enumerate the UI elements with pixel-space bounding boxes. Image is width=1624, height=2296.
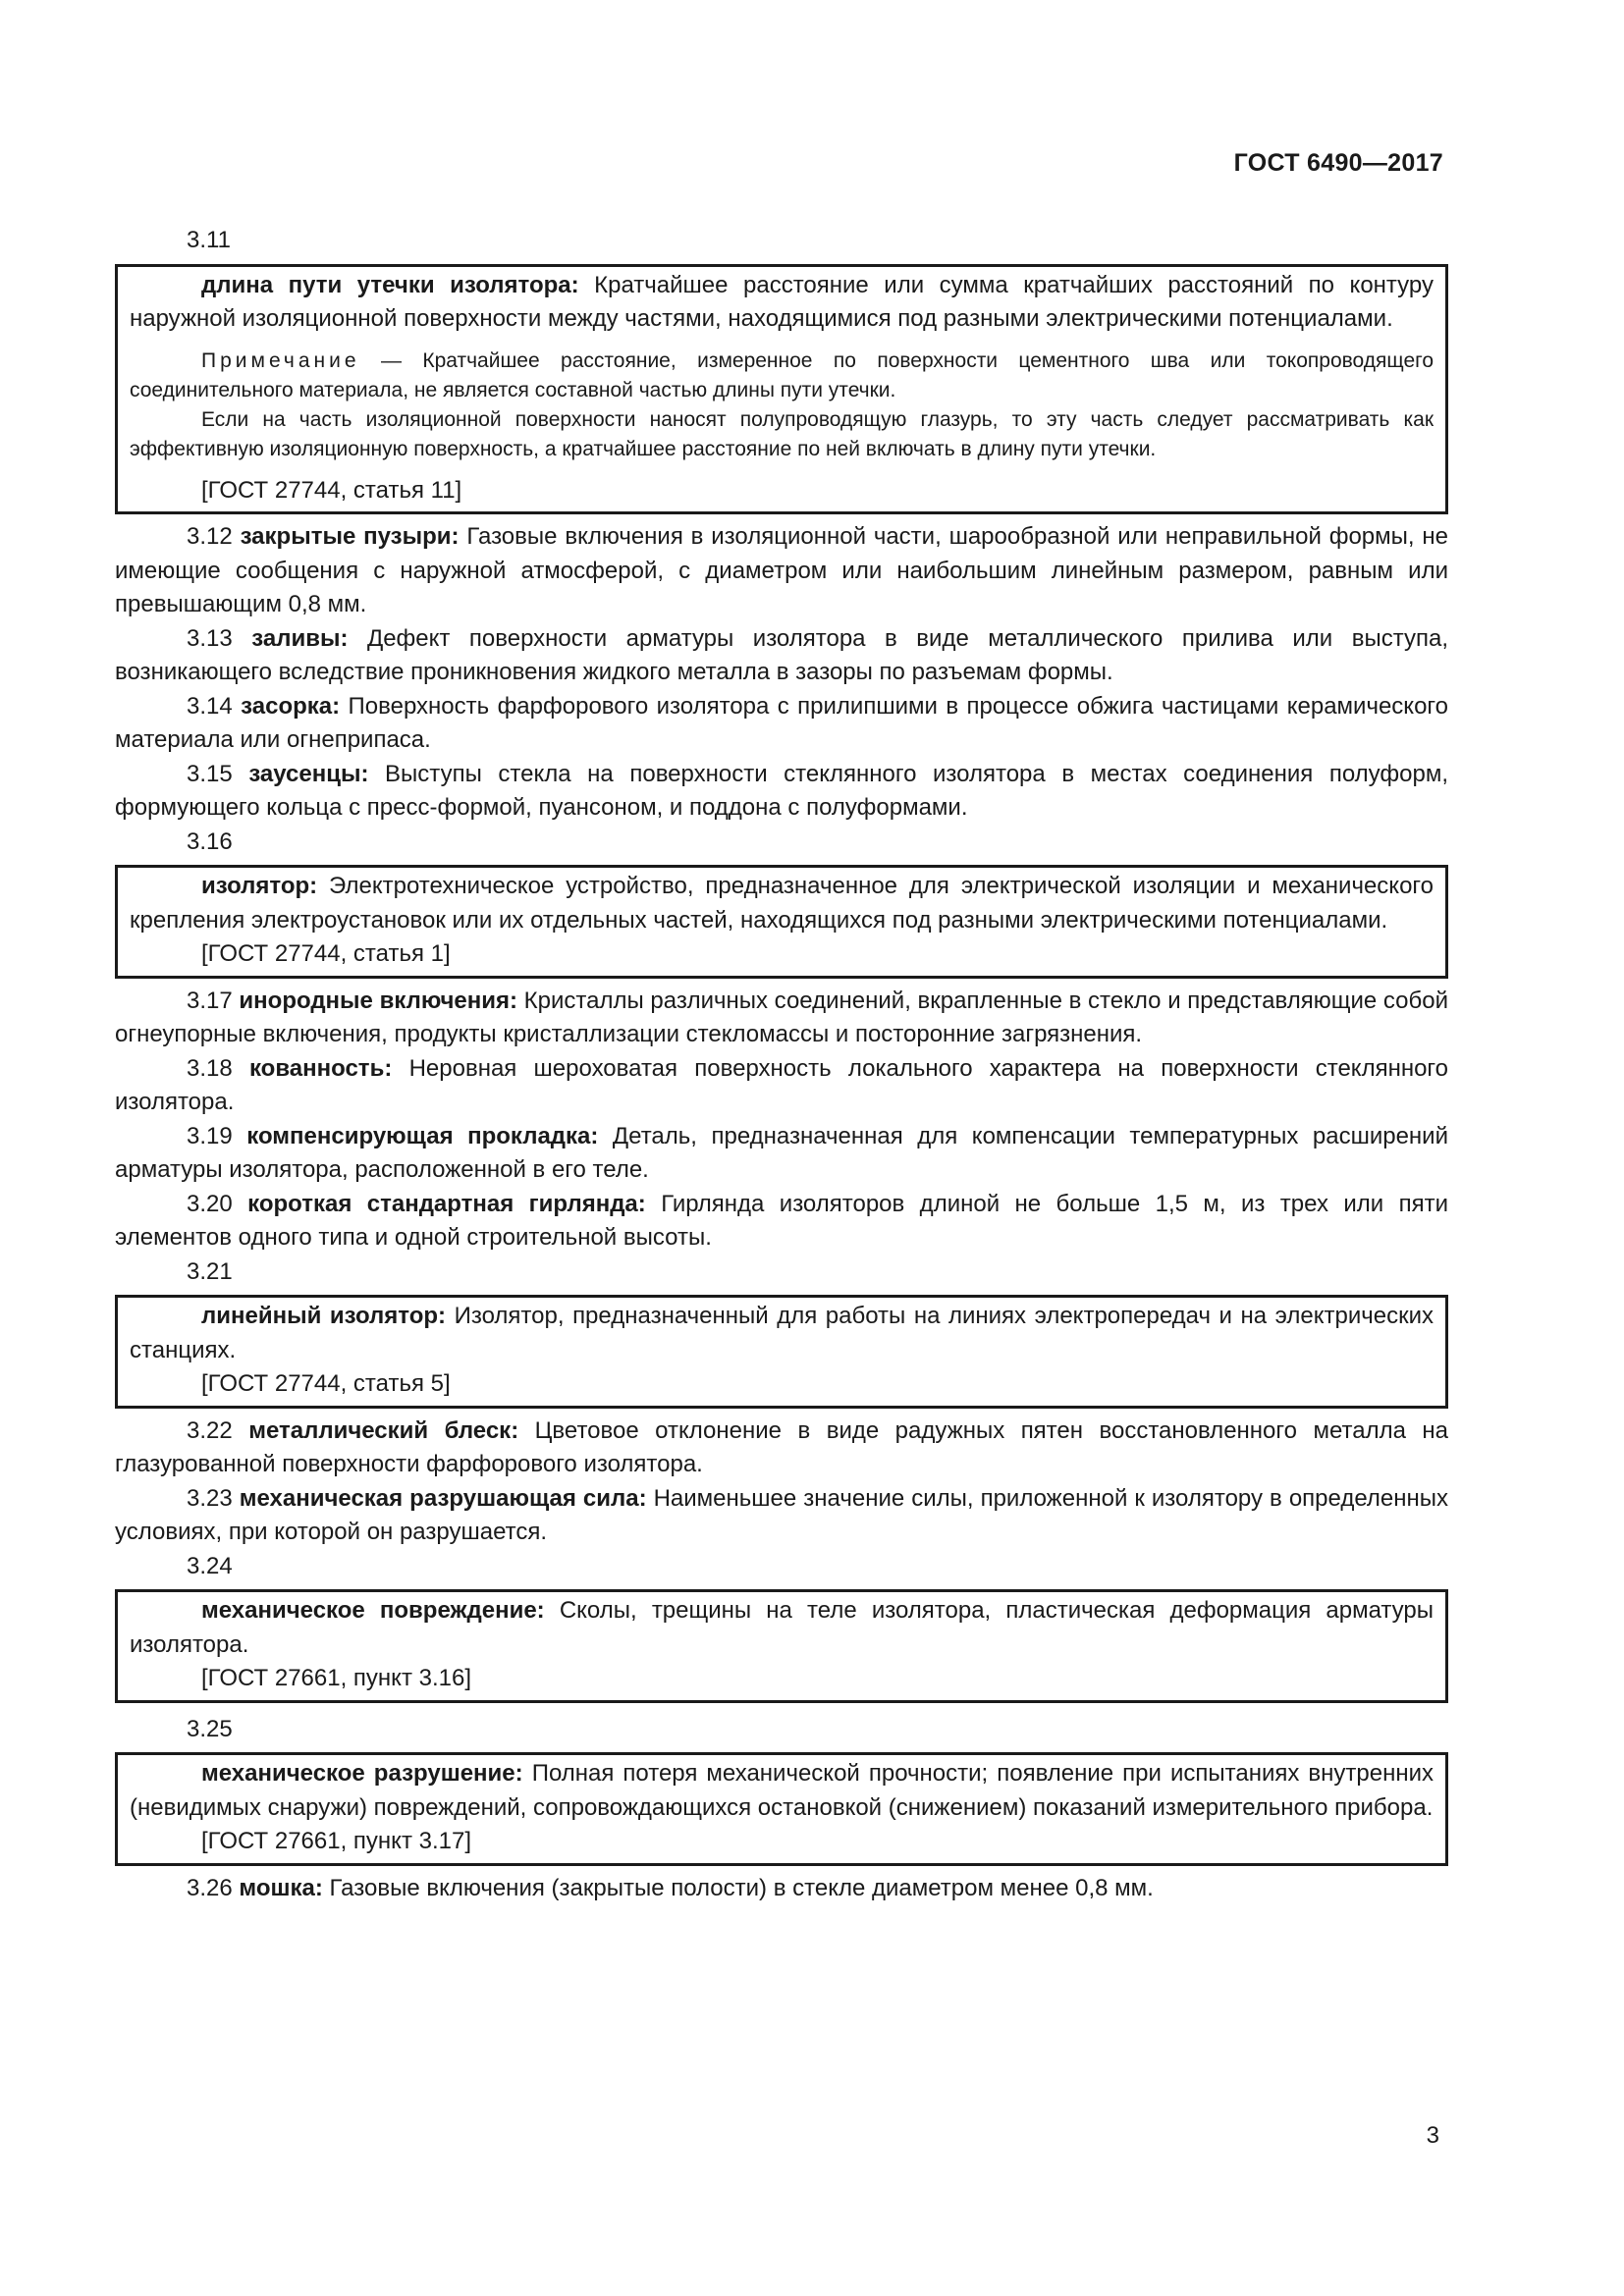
document-header: ГОСТ 6490—2017 [1233,149,1443,177]
definition: Цветовое отклонение в виде радужных пятен восстановленного металла на глазурованной поверхности фарфорового изолятора. [115,1416,1449,1477]
term: инородные включения: [239,987,517,1014]
source-reference: [ГОСТ 27744, статья 11] [201,476,462,504]
quoted-term-box [115,1752,1448,1866]
entry-number: 3.18 [187,1054,233,1082]
term: короткая стандартная гирлянда: [247,1190,646,1217]
definition: Изолятор, предназначенный для работы на линиях электропередач и на электрических станциях. [130,1303,1434,1363]
term: мошка: [239,1874,323,1901]
term-definition [130,1300,1434,1367]
term-entry [115,1872,1448,1906]
quoted-term-box [115,1589,1448,1703]
quoted-term-box [115,865,1448,979]
term: заусенцы: [248,760,369,787]
term-entry [115,1120,1448,1188]
definition: Деталь, предназначенная для компенсации температурных расширений арматуры изолятора, расположенной в его теле. [115,1122,1448,1183]
terms-section [115,224,1448,1905]
entry-number: 3.23 [187,1484,233,1512]
definition: Полная потеря механической прочности; появление при испытаниях внутренних (невидимых снаружи) повреждений, сопровождающихся остановкой (снижением) показаний измерительного прибора. [130,1760,1434,1821]
term-entry [115,1482,1448,1550]
term-definition [130,269,1434,337]
term: заливы: [251,624,349,652]
quoted-term-box [115,264,1448,515]
note [130,347,1434,405]
term-entry [115,690,1448,758]
term: механическое разрушение: [201,1760,523,1787]
term: механическая разрушающая сила: [239,1484,647,1512]
term: закрытые пузыри: [240,523,460,550]
definition: Поверхность фарфорового изолятора с прилипшими в процессе обжига частицами керамического материала или огнеприпаса. [115,692,1448,753]
definition: Выступы стекла на поверхности стеклянного изолятора в местах соединения полуформ, формующего кольца с пресс-формой, пуансоном, и поддона с полуформами. [115,760,1449,821]
term-definition [130,870,1434,937]
source-reference: [ГОСТ 27661, пункт 3.16] [201,1665,471,1691]
entry-number: 3.20 [187,1190,233,1217]
note-continuation: Если на часть изоляционной поверхности наносят полупроводящую глазурь, то эту часть следует рассматривать как эффективную изоляционную поверхность, а кратчайшее расстояние по ней включать в длину пути утечки. [130,407,1434,460]
term-entry [115,622,1448,690]
entry-number: 3.13 [187,624,233,652]
entry-number: 3.17 [187,987,233,1014]
term-entry [115,520,1448,622]
source-reference: [ГОСТ 27661, пункт 3.17] [201,1828,471,1854]
entry-number: 3.26 [187,1874,233,1901]
term: компенсирующая прокладка: [246,1122,599,1149]
term: длина пути утечки изолятора: [201,271,579,298]
term-entry [115,1415,1448,1482]
term: механическое повреждение: [201,1597,545,1624]
definition: Сколы, трещины на теле изолятора, пластическая деформация арматуры изолятора. [130,1597,1435,1658]
definition: Неровная шероховатая поверхность локального характера на поверхности стеклянного изолятора. [115,1054,1449,1115]
entry-number: 3.21 [187,1257,233,1285]
definition: Газовые включения (закрытые полости) в стекле диаметром менее 0,8 мм. [322,1874,1154,1901]
definition: Газовые включения в изоляционной части, шарообразной или неправильной формы, не имеющие сообщения с наружной атмосферой, с диаметром или наибольшим линейным размером, равным или превышающим 0,8 мм. [115,523,1448,617]
note-label: Примечание [201,348,360,372]
entry-number: 3.11 [187,227,231,253]
term-definition [130,1594,1434,1662]
source-reference: [ГОСТ 27744, статья 1] [201,940,451,967]
entry-number: 3.15 [187,760,233,787]
definition: Дефект поверхности арматуры изолятора в виде металлического прилива или выступа, возникающего вследствие проникновения жидкого металла в зазоры по разъемам формы. [115,624,1448,685]
entry-number: 3.16 [187,828,233,855]
term-entry [115,758,1448,826]
entry-number: 3.14 [187,692,233,720]
term-definition [130,1757,1434,1825]
term: металлический блеск: [248,1416,519,1444]
source-reference: [ГОСТ 27744, статья 5] [201,1370,451,1397]
entry-number: 3.24 [187,1552,233,1579]
entry-number: 3.12 [187,523,233,550]
definition: Гирлянда изоляторов длиной не больше 1,5 м, из трех или пяти элементов одного типа и одной строительной высоты. [115,1190,1449,1251]
term-entry [115,1052,1448,1120]
term-entry [115,1188,1448,1255]
term: засорка: [241,692,341,720]
quoted-term-box [115,1295,1448,1409]
definition: Наименьшее значение силы, приложенной к изолятору в определенных условиях, при которой он разрушается. [115,1484,1448,1545]
term: кованность: [248,1054,393,1082]
term-entry [115,985,1448,1052]
page-number: 3 [1426,2122,1439,2149]
entry-number: 3.19 [187,1122,233,1149]
definition: Кратчайшее расстояние или сумма кратчайших расстояний по контуру наружной изоляционной поверхности между частями, находящимися под разными электрическими потенциалами. [130,271,1434,332]
definition: Электротехническое устройство, предназначенное для электрической изоляции и механического крепления электроустановок или их отдельных частей, находящихся под разными электрическими потенциалами. [130,873,1434,934]
definition: Кристаллы различных соединений, вкрапленные в стекло и представляющие собой огнеупорные включения, продукты кристаллизации стекломассы и посторонние загрязнения. [115,987,1449,1047]
entry-number: 3.25 [187,1715,233,1742]
term: линейный изолятор: [201,1303,447,1329]
note-text: — Кратчайшее расстояние, измеренное по поверхности цементного шва или токопроводящего соединительного материала, не является составной частью длины пути утечки. [130,348,1434,401]
entry-number: 3.22 [187,1416,233,1444]
term: изолятор: [201,873,318,899]
